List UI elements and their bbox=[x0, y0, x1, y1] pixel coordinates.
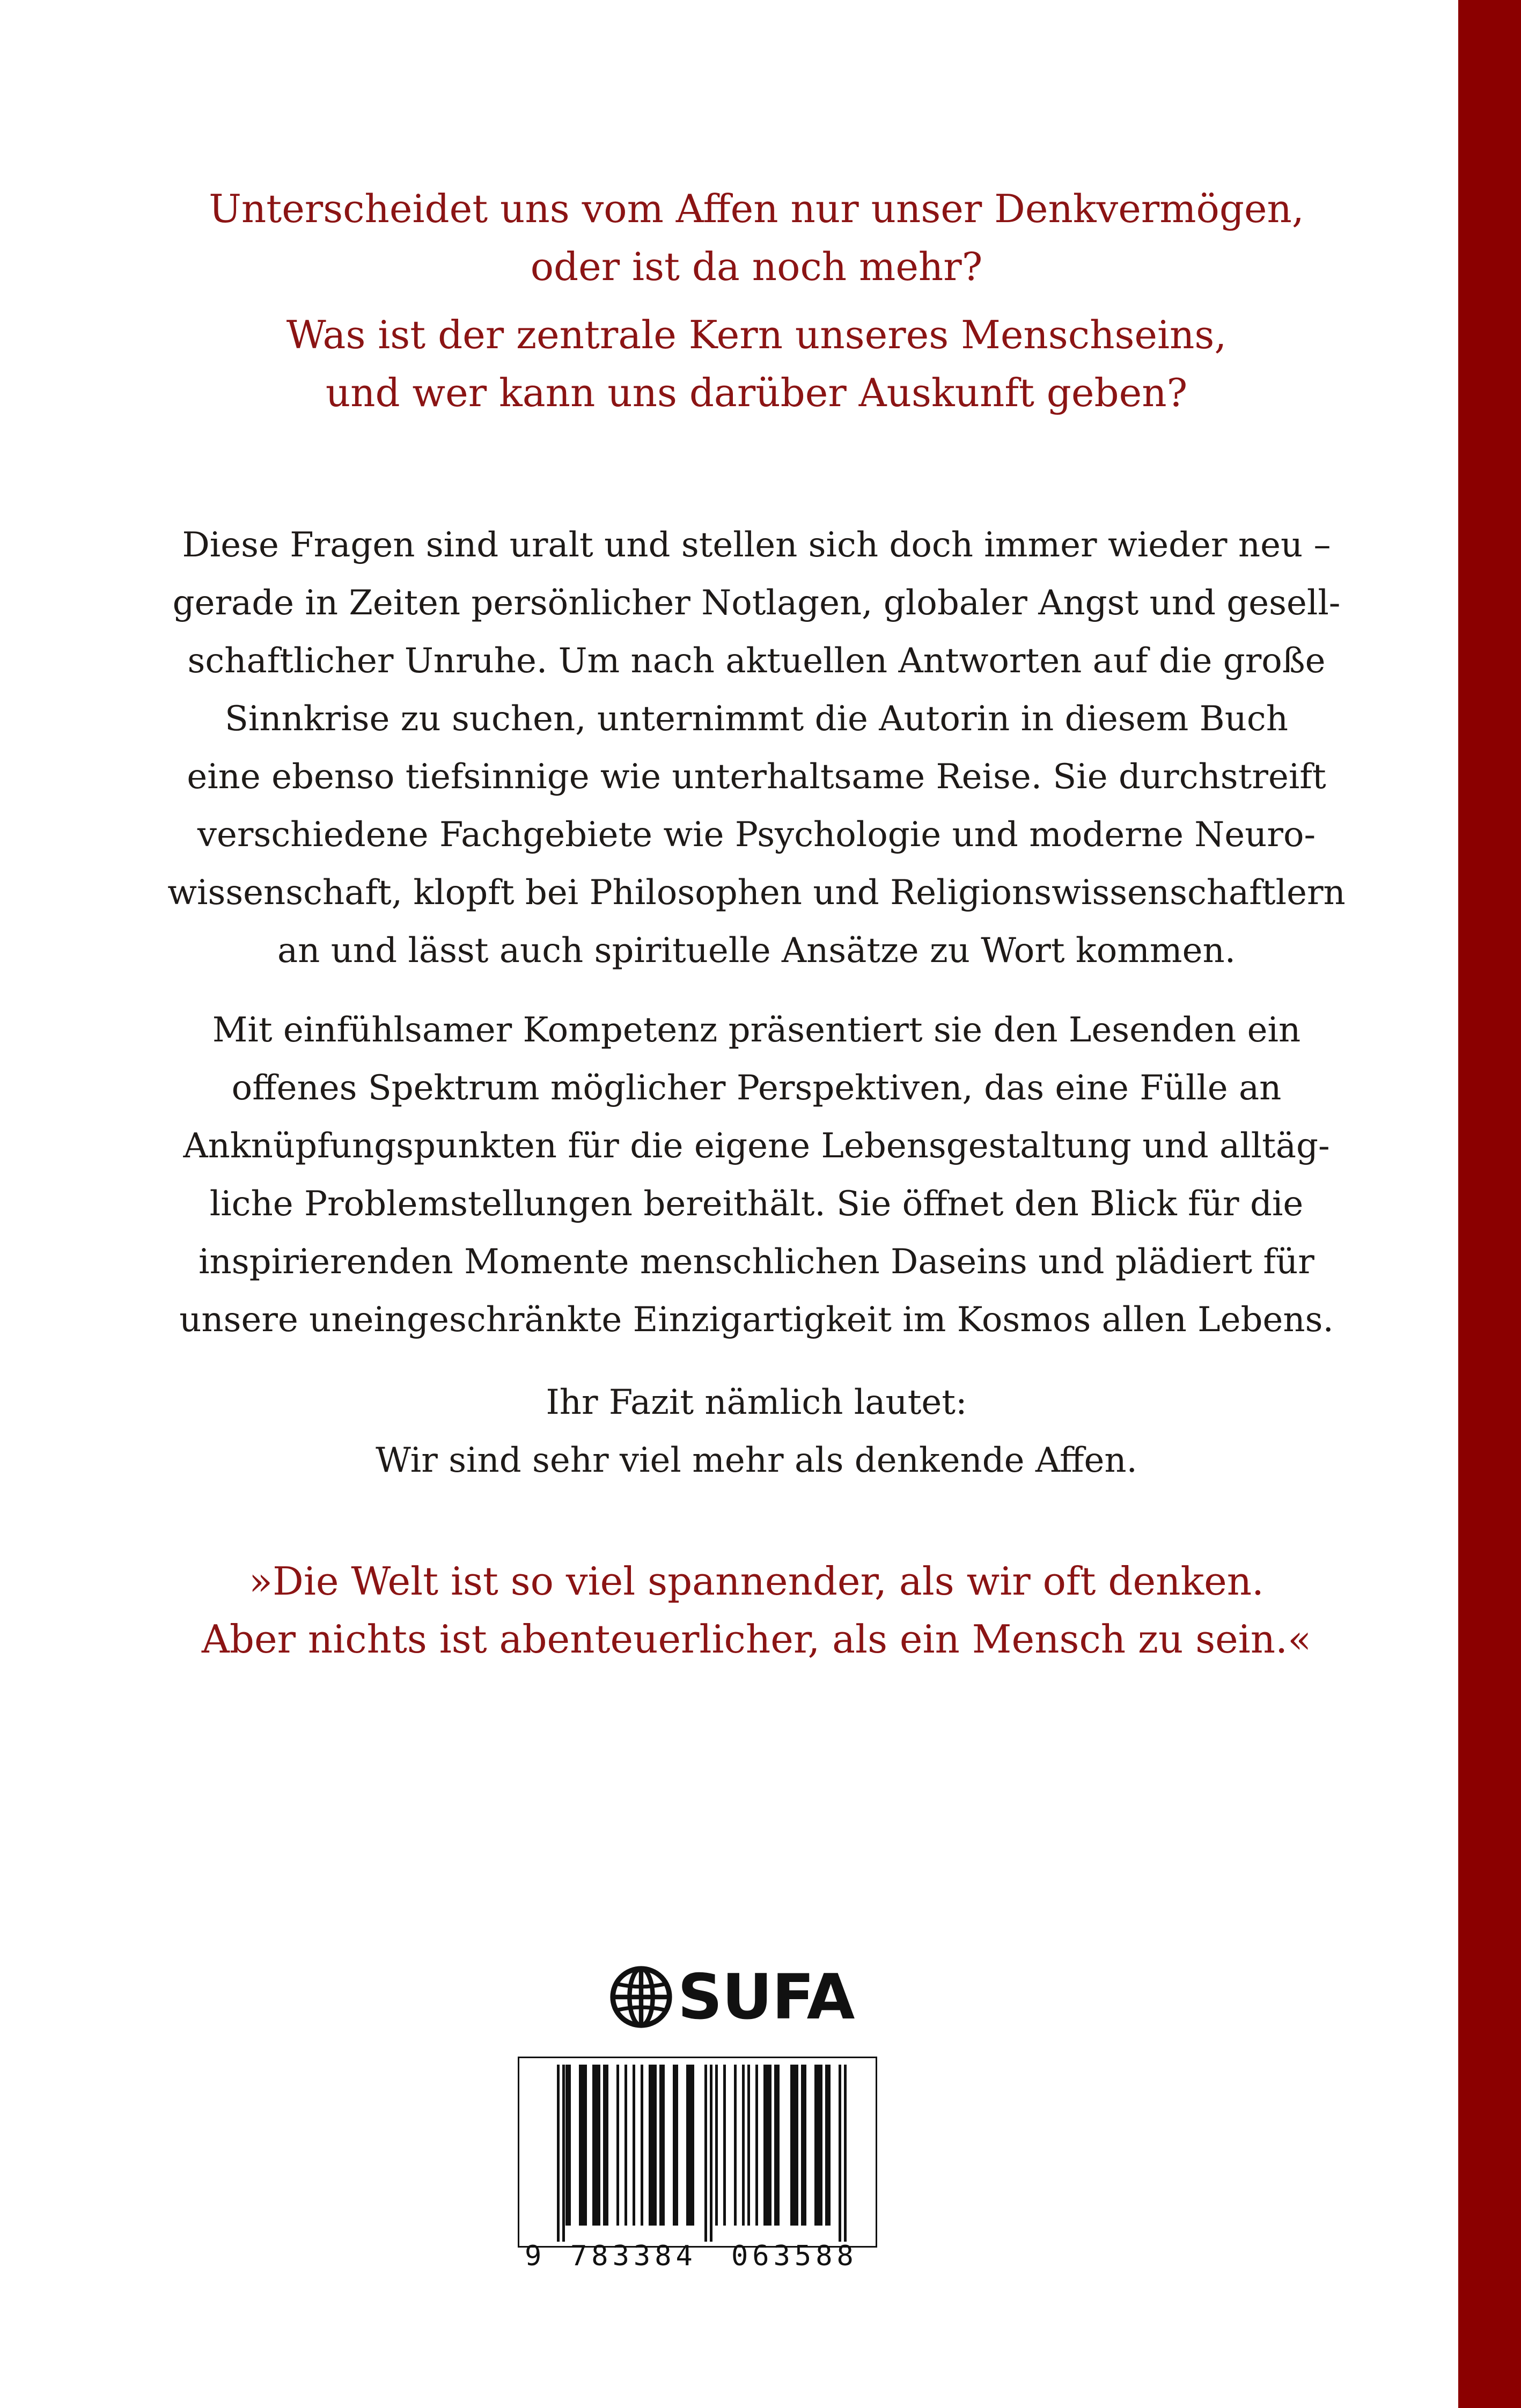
paragraph-1-line: verschiedene Fachgebiete wie Psychologie und moderne Neuro- bbox=[197, 815, 1316, 855]
barcode-bar bbox=[592, 2065, 600, 2226]
barcode-bar bbox=[686, 2065, 694, 2226]
isbn-digits bbox=[519, 2240, 876, 2283]
barcode-bar bbox=[715, 2065, 718, 2226]
question-2-line-1: Was ist der zentrale Kern unseres Menschseins, bbox=[286, 312, 1227, 357]
barcode-guard-bar bbox=[710, 2065, 712, 2242]
paragraph-2 bbox=[161, 1001, 1352, 1349]
paragraph-2-line: inspirierenden Momente menschlichen Daseins und plädiert für bbox=[199, 1242, 1314, 1282]
paragraph-1-line: Sinnkrise zu suchen, unternimmt die Autorin in diesem Buch bbox=[225, 699, 1288, 739]
isbn-barcode bbox=[518, 2057, 877, 2248]
barcode-bar bbox=[633, 2065, 635, 2226]
barcode-guard-bar bbox=[844, 2065, 847, 2242]
question-1-line-2: oder ist da noch mehr? bbox=[530, 244, 983, 289]
barcode-bars bbox=[519, 2058, 876, 2246]
barcode-bar bbox=[603, 2065, 608, 2226]
paragraph-2-line: liche Problemstellungen bereithält. Sie öffnet den Blick für die bbox=[209, 1184, 1304, 1224]
barcode-bar bbox=[565, 2065, 571, 2226]
barcode-bar bbox=[659, 2065, 665, 2226]
paragraph-1-line: Diese Fragen sind uralt und stellen sich doch immer wieder neu – bbox=[182, 525, 1331, 565]
conclusion-line-2: Wir sind sehr viel mehr als denkende Affen. bbox=[376, 1441, 1137, 1480]
barcode-guard-bar bbox=[557, 2065, 560, 2242]
barcode-bar bbox=[801, 2065, 806, 2226]
conclusion-line-1: Ihr Fazit nämlich lautet: bbox=[546, 1383, 967, 1422]
paragraph-2-line: Anknüpfungspunkten für die eigene Lebensgestaltung und alltäg- bbox=[183, 1126, 1330, 1166]
paragraph-1-line: an und lässt auch spirituelle Ansätze zu Wort kommen. bbox=[277, 931, 1236, 971]
barcode-bar bbox=[747, 2065, 750, 2226]
publisher-logo bbox=[609, 1961, 856, 2033]
isbn-digits-left: 783384 bbox=[570, 2240, 697, 2272]
barcode-guard-bar bbox=[562, 2065, 565, 2242]
barcode-bar bbox=[742, 2065, 745, 2226]
paragraph-1-line: gerade in Zeiten persönlicher Notlagen, globaler Angst und gesell- bbox=[172, 583, 1341, 623]
barcode-bar bbox=[624, 2065, 627, 2226]
paragraph-1-line: wissenschaft, klopft bei Philosophen und Religionswissenschaftlern bbox=[167, 873, 1346, 913]
question-1-line-1: Unterscheidet uns vom Affen nur unser Denkvermögen, bbox=[209, 186, 1304, 231]
spine-stripe bbox=[1458, 0, 1521, 2408]
paragraph-1 bbox=[161, 516, 1352, 980]
barcode-bar bbox=[755, 2065, 758, 2226]
paragraph-2-line: unsere uneingeschränkte Einzigartigkeit im Kosmos allen Lebens. bbox=[179, 1300, 1334, 1340]
barcode-bar bbox=[649, 2065, 657, 2226]
globe-icon bbox=[609, 1965, 673, 2029]
barcode-bar bbox=[790, 2065, 798, 2226]
paragraph-1-line: schaftlicher Unruhe. Um nach aktuellen Antworten auf die große bbox=[187, 641, 1326, 681]
paragraph-2-line: Mit einfühlsamer Kompetenz präsentiert sie den Lesenden ein bbox=[212, 1010, 1301, 1050]
conclusion bbox=[161, 1374, 1352, 1489]
barcode-bar bbox=[616, 2065, 619, 2226]
paragraph-2-line: offenes Spektrum möglicher Perspektiven, das eine Fülle an bbox=[231, 1068, 1282, 1108]
barcode-bar bbox=[723, 2065, 726, 2226]
isbn-digit-first: 9 bbox=[525, 2240, 542, 2272]
barcode-bar bbox=[814, 2065, 822, 2226]
quote-line-2: Aber nichts ist abenteuerlicher, als ein Mensch zu sein.« bbox=[201, 1617, 1312, 1662]
barcode-guard-bar bbox=[704, 2065, 707, 2242]
barcode-bar bbox=[673, 2065, 678, 2226]
barcode-bar bbox=[641, 2065, 643, 2226]
isbn-digits-right: 063588 bbox=[731, 2240, 858, 2272]
barcode-bar bbox=[734, 2065, 737, 2226]
paragraph-1-line: eine ebenso tiefsinnige wie unterhaltsame Reise. Sie durchstreift bbox=[187, 757, 1326, 797]
barcode-bar bbox=[774, 2065, 780, 2226]
publisher-name: SUFA bbox=[678, 1961, 855, 2033]
barcode-guard-bar bbox=[839, 2065, 841, 2242]
barcode-bar bbox=[825, 2065, 831, 2226]
quote bbox=[161, 1552, 1352, 1668]
barcode-bar bbox=[579, 2065, 587, 2226]
question-1 bbox=[161, 180, 1352, 296]
quote-line-1: »Die Welt ist so viel spannender, als wir oft denken. bbox=[249, 1559, 1264, 1604]
question-2 bbox=[161, 306, 1352, 422]
question-2-line-2: und wer kann uns darüber Auskunft geben? bbox=[325, 370, 1188, 415]
barcode-bar bbox=[763, 2065, 771, 2226]
